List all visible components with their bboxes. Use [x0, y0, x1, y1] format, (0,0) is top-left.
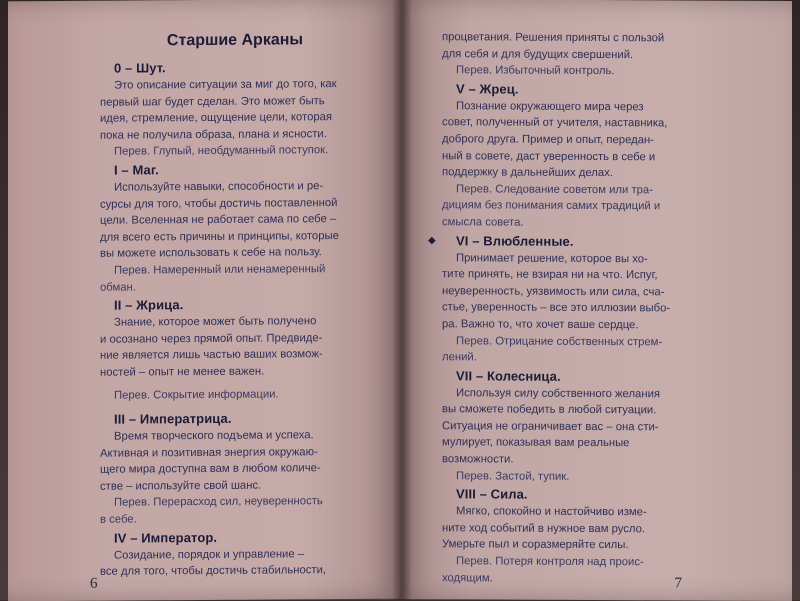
section-text: Принимает решение, которое вы хо- тите принять, не взирая ни на что. Испуг, неуверенность, уязвимость или сила, сча- стье, уверенность – все это иллюзии выбо- ра. Важно то, что хочет ваше сердце.: [442, 251, 671, 332]
section-text: Знание, которое может быть получено и осознано через прямой опыт. Предвиде- ние является лишь частью ваших возмож- ностей – опыт не менее важен.: [100, 315, 323, 379]
section-heading: I – Маг.: [114, 162, 159, 178]
section-hierophant: [442, 81, 772, 232]
book-gutter: [392, 0, 412, 600]
section-text: Время творческого подъема и успеха. Активная и позитивная энергия окружаю- щего мира доступна вам в любом количе- стве – используйте свой шанс.: [100, 429, 321, 493]
section-heading: IV – Император.: [114, 529, 218, 546]
section-heading: II – Жрица.: [114, 297, 184, 313]
section-magician: [100, 161, 370, 296]
section-chariot: [442, 368, 772, 486]
section-reversed: Перев. Следование советом или тра- дициям без понимания самих традиций и смысла совета.: [442, 183, 661, 229]
section-text: Используя силу собственного желания вы сможете победить в любой ситуации. Ситуация не ограничивает вас – она сти- мулирует, показывая вам реальные возможности.: [442, 386, 661, 466]
section-priestess: [100, 296, 370, 404]
section-text: Созидание, порядок и управление – все для того, чтобы достичь стабильности,: [100, 547, 327, 578]
section-reversed: Перев. Перерасход сил, неуверенность в себе.: [100, 495, 323, 526]
section-heading: VII – Колесница.: [456, 367, 561, 384]
section-text: Мягко, спокойно и настойчиво изме- ните ход событий в нужное вам русло. Умерьте пыл и соразмеряйте силы.: [442, 505, 647, 552]
page-number: 6: [90, 575, 98, 592]
section-text: Используйте навыки, способности и ре- сурсы для того, чтобы достичь поставленной цели. Вселенная не работает сама по себе – для всего есть причины и принципы, которые вы можете использовать к себе на пользу.: [100, 180, 339, 261]
section-reversed: Перев. Застой, тупик.: [456, 469, 570, 483]
section-reversed: Перев. Потеря контроля над проис- ходящим.: [442, 555, 644, 585]
left-page: [8, 0, 400, 601]
section-heading: VI – Влюбленные.: [456, 232, 574, 249]
section-reversed: Перев. Намеренный или ненамеренный обман.: [100, 263, 326, 294]
right-page: [400, 0, 792, 601]
continuation-reversed: Перев. Избыточный контроль.: [456, 64, 615, 78]
section-empress: [100, 410, 370, 528]
bullet-icon: ◆: [428, 234, 436, 246]
continuation-text: процветания. Решения приняты с пользой для себя и для будущих свершений.: [442, 31, 665, 61]
page-title: Старшие Арканы: [166, 31, 304, 50]
section-emperor: [100, 528, 370, 580]
section-reversed: Перев. Глупый, необдуманный поступок.: [114, 144, 329, 159]
section-lovers: [428, 232, 772, 368]
section-text: Это описание ситуации за миг до того, как первый шаг будет сделан. Это может быть идея, стремление, ощущение цели, которая пока не получила образа, плана и ясности.: [100, 78, 337, 142]
section-text: Познание окружающего мира через совет, полученный от учителя, наставника, доброго друга. Пример и опыт, передан- ный в совете, даст уверенность в себе и поддержку в дальнейших делах.: [442, 100, 668, 180]
section-fool: [100, 59, 370, 161]
section-strength: [442, 486, 772, 588]
page-number: 7: [674, 575, 682, 592]
section-heading: III – Императрица.: [114, 410, 232, 427]
section-reversed: Перев. Отрицание собственных стрем- лений.: [442, 334, 663, 364]
section-heading: 0 – Шут.: [114, 60, 166, 76]
section-reversed: Перев. Сокрытие информации.: [114, 387, 279, 402]
section-heading: VIII – Сила.: [456, 486, 528, 502]
section-heading: V – Жрец.: [456, 81, 519, 97]
